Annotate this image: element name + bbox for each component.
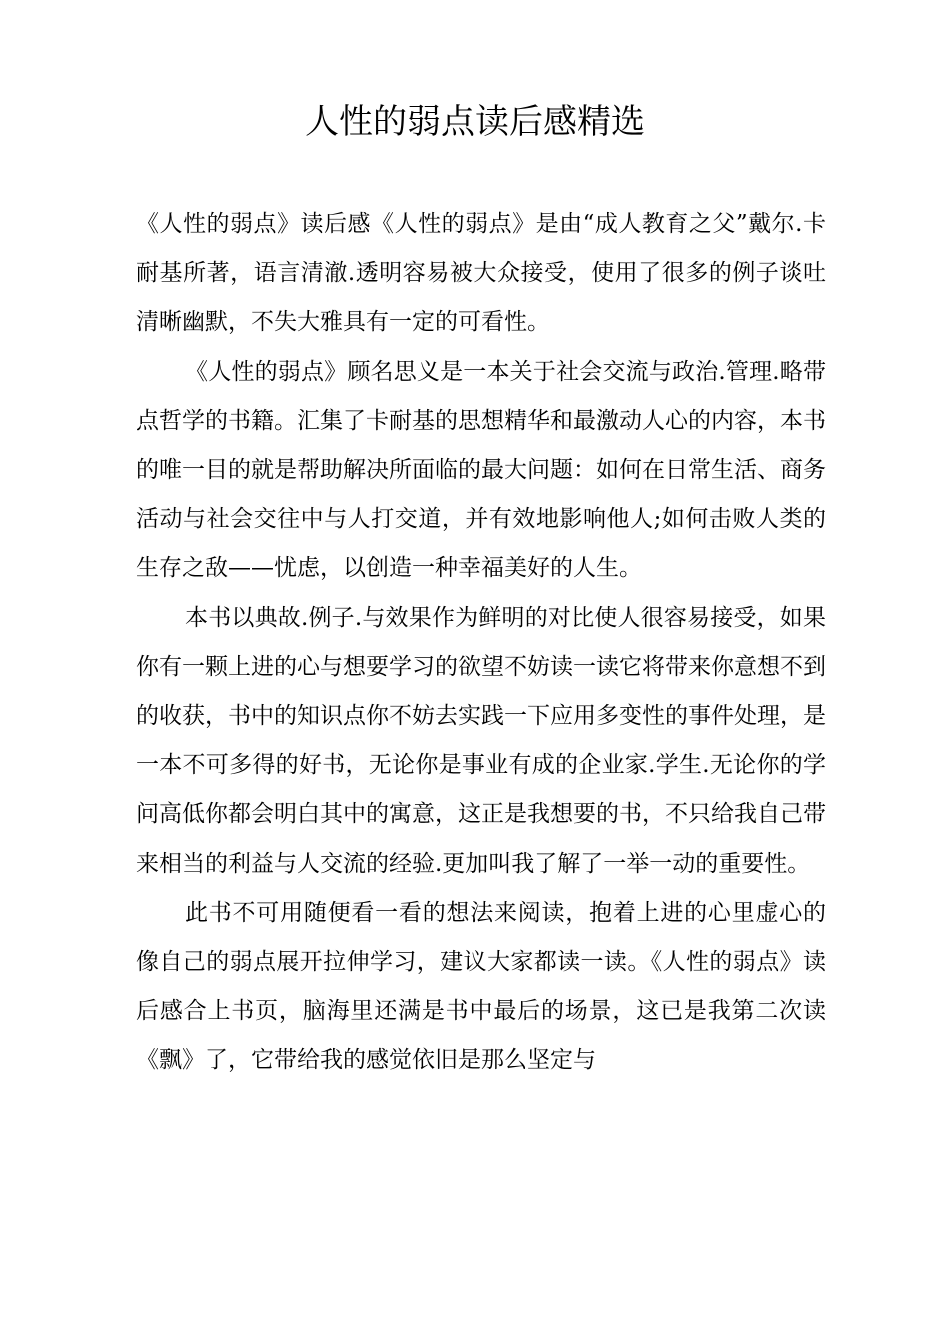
paragraph-2: 《人性的弱点》顾名思义是一本关于社会交流与政治.管理.略带点哲学的书籍。汇集了卡耐基的思想精华和最激动人心的内容，本书的唯一目的就是帮助解决所面临的最大问题：如何在日常生活、商务活动与社会交往中与人打交道，并有效地影响他人;如何击败人类的生存之敌——忧虑，以创造一种幸福美好的人生。	[136, 358, 826, 582]
paragraph-4: 此书不可用随便看一看的想法来阅读，抱着上进的心里虚心的像自己的弱点展开拉伸学习，建议大家都读一读。《人性的弱点》读后感合上书页，脑海里还满是书中最后的场景，这已是我第二次读《飘》了，它带给我的感觉依旧是那么坚定与	[136, 899, 826, 1074]
paragraph-3: 本书以典故.例子.与效果作为鲜明的对比使人很容易接受，如果你有一颗上进的心与想要学习的欲望不妨读一读它将带来你意想不到的收获，书中的知识点你不妨去实践一下应用多变性的事件处理，是一本不可多得的好书，无论你是事业有成的企业家.学生.无论你的学问高低你都会明白其中的寓意，这正是我想要的书，不只给我自己带来相当的利益与人交流的经验.更加叫我了解了一举一动的重要性。	[136, 604, 826, 877]
document-title: 人性的弱点读后感精选	[305, 102, 645, 142]
paragraph-1: 《人性的弱点》读后感《人性的弱点》是由“成人教育之父”戴尔.卡耐基所著，语言清澈.透明容易被大众接受，使用了很多的例子谈吐清晰幽默，不失大雅具有一定的可看性。	[136, 211, 826, 336]
document-body	[136, 200, 826, 1086]
